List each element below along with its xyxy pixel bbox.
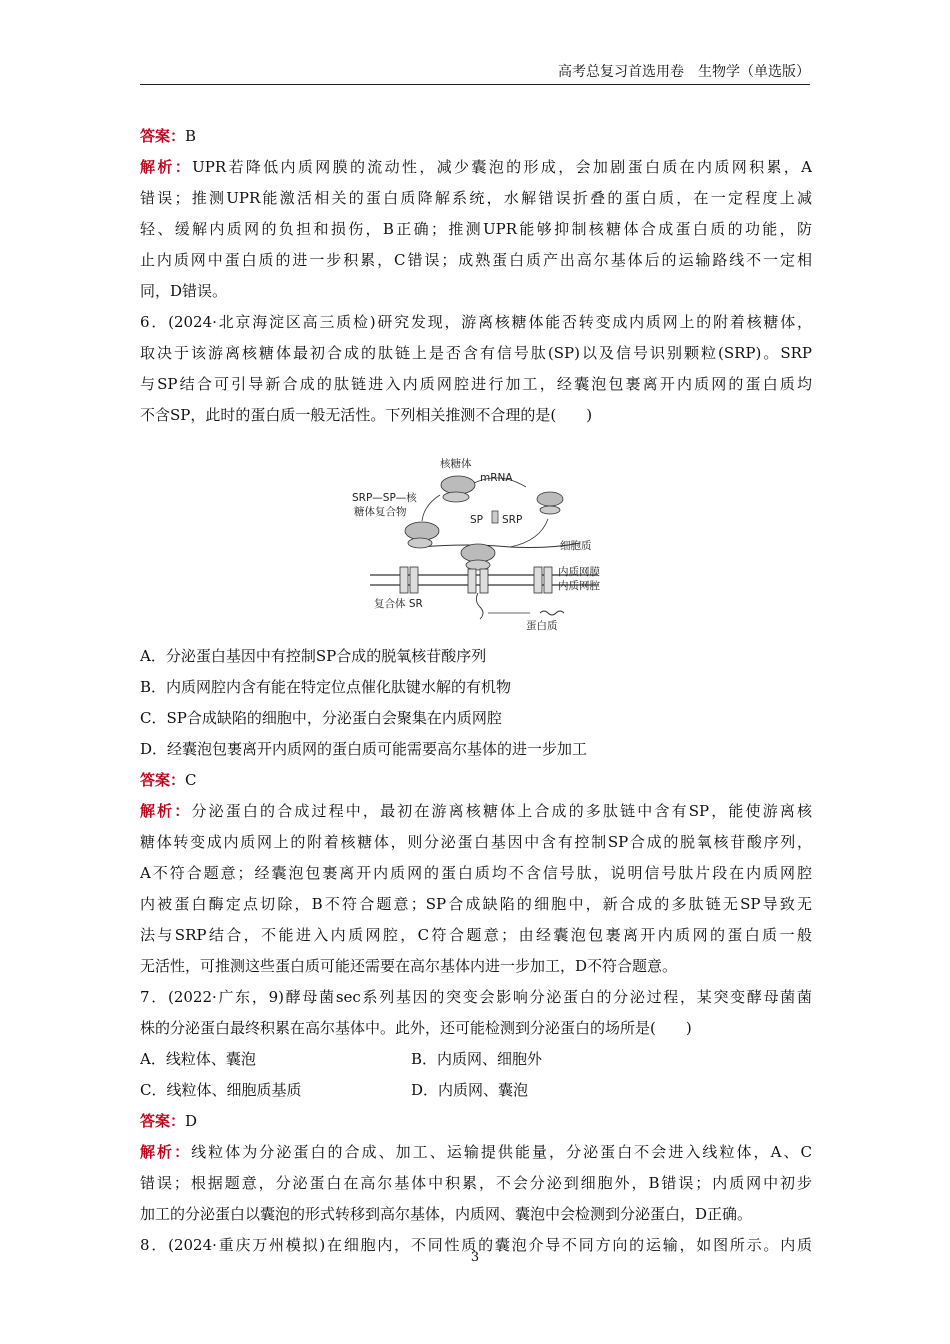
page-number: 3 (470, 1250, 480, 1265)
answer-line (140, 121, 812, 152)
srp-diagram-svg (350, 435, 610, 635)
analysis-line: 解析：UPR若降低内质网膜的流动性，减少囊泡的形成，会加剧蛋白质在内质网积累，A (140, 158, 812, 176)
analysis-line: 解析：分泌蛋白的合成过程中，最初在游离核糖体上合成的多肽链中含有SP，能使游离核 (140, 802, 812, 820)
running-header: 高考总复习首选用卷 生物学（单选版） (140, 62, 810, 85)
question-6-line: 与SP结合可引导新合成的肽链进入内质网腔进行加工，经囊泡包裹离开内质网的蛋白质均 (140, 375, 812, 393)
option-c: C．SP合成缺陷的细胞中，分泌蛋白会聚集在内质网腔 (140, 709, 502, 727)
option-row (140, 1075, 812, 1106)
question-7-line: 7．(2022·广东，9)酵母菌sec系列基因的突变会影响分泌蛋白的分泌过程，某突变酵母菌菌 (140, 988, 812, 1006)
question-7-line: 株的分泌蛋白最终积累在高尔基体中。此外，还可能检测到分泌蛋白的场所是( ) (140, 1019, 692, 1037)
analysis-line: 法与SRP结合，不能进入内质网腔，C符合题意；由经囊泡包裹离开内质网的蛋白质一般 (140, 926, 812, 944)
translocon-right (480, 569, 488, 593)
sr-receptor-2 (410, 567, 418, 593)
question-6-line: 取决于该游离核糖体最初合成的肽链上是否含有信号肽(SP)以及信号识别颗粒(SRP)。SRP (140, 344, 812, 362)
option-c: C．线粒体、细胞质基质 (140, 1081, 302, 1099)
question-8-line: 8．(2024·重庆万州模拟)在细胞内，不同性质的囊泡介导不同方向的运输，如图所示。内质 (140, 1236, 812, 1254)
analysis-label: 解析： (140, 158, 193, 176)
analysis-line: 止内质网中蛋白质的进一步积累，C错误；成熟蛋白质产出高尔基体后的运输路线不一定相 (140, 251, 812, 269)
protein-product (540, 611, 564, 615)
analysis-line: 无活性，可推测这些蛋白质可能还需要在高尔基体内进一步加工，D不符合题意。 (140, 957, 678, 975)
option-d: D．内质网、囊泡 (411, 1081, 529, 1099)
sr-receptor (400, 567, 408, 593)
option-a: A．线粒体、囊泡 (140, 1050, 256, 1068)
question-6-line: 不含SP，此时的蛋白质一般无活性。下列相关推测不合理的是( ) (140, 406, 593, 424)
bound-ribosome-small (466, 560, 490, 570)
label-mrna: mRNA (480, 472, 513, 484)
ribosome-small-subunit (443, 492, 469, 502)
analysis-line: 错误；推测UPR能激活相关的蛋白质降解系统，水解错误折叠的蛋白质，在一定程度上减 (140, 189, 812, 207)
analysis-line: 糖体转变成内质网上的附着核糖体，则分泌蛋白基因中含有控制SP合成的脱氧核苷酸序列， (140, 833, 812, 851)
srp-diagram (140, 431, 812, 641)
label-srp: SRP (502, 514, 523, 526)
page-content (140, 121, 812, 1261)
analysis-label: 解析： (140, 1143, 192, 1161)
ribosome-large-subunit (441, 476, 475, 494)
analysis-line: 加工的分泌蛋白以囊泡的形式转移到高尔基体，内质网、囊泡中会检测到分泌蛋白，D正确。 (140, 1205, 753, 1223)
answer-label: 答案： (140, 771, 186, 789)
label-er-lumen: 内质网腔 (558, 580, 600, 592)
option-a: A．分泌蛋白基因中有控制SP合成的脱氧核苷酸序列 (140, 647, 487, 665)
question-6-line: 6．(2024·北京海淀区高三质检)研究发现，游离核糖体能否转变成内质网上的附着核糖体， (140, 313, 812, 331)
label-complex-1: SRP—SP—核 (352, 492, 417, 504)
option-row (140, 1044, 812, 1075)
option-b: B．内质网腔内含有能在特定位点催化肽键水解的有机物 (140, 678, 512, 696)
analysis-line: 同，D错误。 (140, 282, 228, 300)
label-receptor: 复合体 SR (374, 598, 423, 610)
analysis-line: A不符合题意；经囊泡包裹离开内质网的蛋白质均不含信号肽，说明信号肽片段在内质网腔 (140, 864, 812, 882)
complex-ribosome-small (408, 538, 432, 548)
translocon-empty-left (534, 567, 542, 593)
label-cytoplasm: 细胞质 (560, 540, 592, 552)
label-sp: SP (470, 514, 483, 526)
option-d: D．经囊泡包裹离开内质网的蛋白质可能需要高尔基体的进一步加工 (140, 740, 588, 758)
arrow-cycle-left (422, 495, 440, 521)
option-b: B．内质网、细胞外 (411, 1050, 543, 1068)
answer-line (140, 765, 812, 796)
analysis-line: 解析：线粒体为分泌蛋白的合成、加工、运输提供能量，分泌蛋白不会进入线粒体，A、C (140, 1143, 812, 1161)
label-complex-2: 糖体复合物 (354, 506, 407, 518)
answer-line (140, 1106, 812, 1137)
answer-value: D (185, 1112, 198, 1130)
answer-label: 答案： (140, 127, 186, 145)
answer-value: B (185, 127, 197, 145)
free-ribosome-large (537, 492, 563, 506)
analysis-line: 轻、缓解内质网的负担和损伤，B正确；推测UPR能够抑制核糖体合成蛋白质的功能，防 (140, 220, 812, 238)
mrna-strand (420, 543, 580, 548)
label-ribosome: 核糖体 (440, 458, 472, 470)
complex-ribosome (405, 522, 439, 540)
analysis-line: 内被蛋白酶定点切除，B不符合题意；SP合成缺陷的细胞中，新合成的多肽链无SP导致无 (140, 895, 812, 913)
srp-particle (492, 511, 498, 523)
bound-ribosome (461, 544, 495, 562)
polypeptide-chain (476, 593, 483, 619)
answer-value: C (185, 771, 197, 789)
label-er-membrane: 内质网膜 (558, 566, 600, 578)
label-protein: 蛋白质 (526, 620, 558, 632)
free-ribosome-small (540, 506, 560, 514)
analysis-label: 解析： (140, 802, 192, 820)
translocon-empty-right (544, 567, 552, 593)
translocon-left (468, 569, 476, 593)
answer-label: 答案： (140, 1112, 186, 1130)
analysis-line: 错误；根据题意，分泌蛋白在高尔基体中积累，不会分泌到细胞外，B错误；内质网中初步 (140, 1174, 812, 1192)
